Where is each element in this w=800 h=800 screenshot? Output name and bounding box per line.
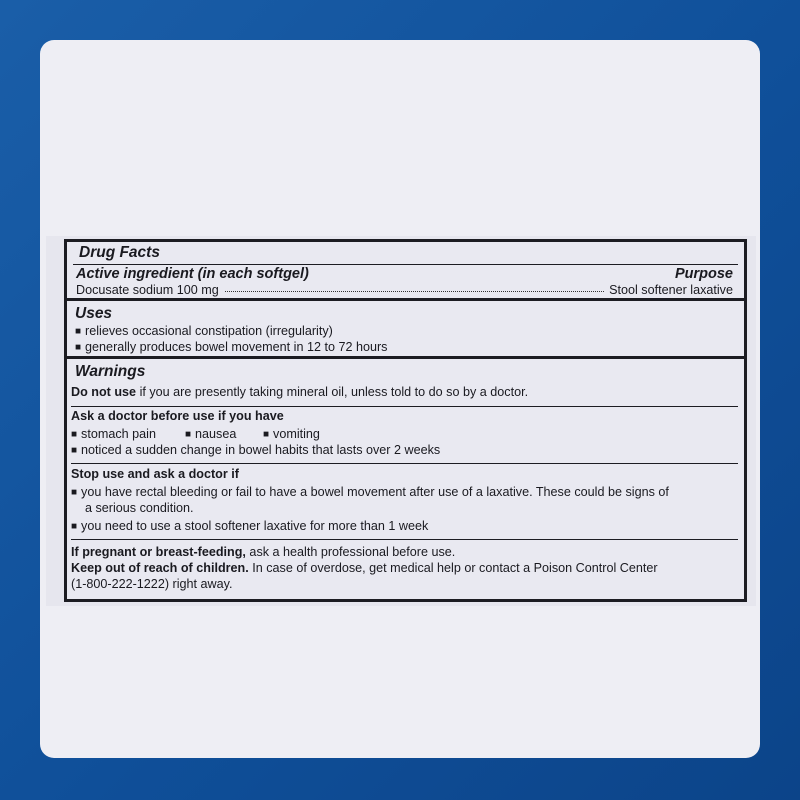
do-not-use-bold: Do not use (71, 385, 137, 399)
uses-section (67, 301, 744, 359)
ask-item: ■ stomach pain (71, 427, 156, 443)
stop-item: ■ you need to use a stool softener laxative for more than 1 week (71, 519, 428, 535)
keep-out-line (71, 561, 658, 576)
keep-out-bold: Keep out of reach of children. (71, 561, 249, 575)
ask-doctor-heading: Ask a doctor before use if you have (71, 409, 284, 423)
ask-item: ■ vomiting (263, 427, 320, 443)
uses-heading: Uses (75, 305, 113, 322)
stop-item: ■ you have rectal bleeding or fail to have a bowel movement after use of a laxative. These could be signs of (71, 485, 669, 501)
pregnant-text: ask a health professional before use. (245, 545, 456, 559)
ask-item: ■ noticed a sudden change in bowel habits that lasts over 2 weeks (71, 443, 440, 459)
drug-facts-title: Drug Facts (79, 244, 160, 261)
leader-dots (225, 291, 604, 292)
purpose-heading: Purpose (674, 266, 733, 282)
pregnant-bold: If pregnant or breast-feeding, (71, 545, 246, 559)
ask-item: ■ nausea (185, 427, 236, 443)
pregnant-line (71, 545, 455, 560)
do-not-use-text: if you are presently taking mineral oil, unless told to do so by a doctor. (136, 385, 529, 399)
active-ingredient-heading: Active ingredient (in each softgel) (76, 266, 309, 282)
stop-item-continuation: a serious condition. (85, 501, 194, 515)
divider (71, 463, 738, 464)
drug-facts-box (64, 239, 747, 602)
keep-out-line2: (1-800-222-1222) right away. (71, 577, 233, 591)
stop-use-heading: Stop use and ask a doctor if (71, 467, 239, 481)
uses-item: ■ generally produces bowel movement in 12 to 72 hours (75, 340, 387, 356)
ingredient-text: Docusate sodium 100 mg (76, 283, 219, 297)
divider (71, 406, 738, 407)
warnings-heading: Warnings (75, 363, 146, 380)
divider (73, 264, 738, 265)
drug-facts-section (67, 242, 744, 301)
purpose-text: Stool softener laxative (609, 283, 733, 297)
drug-facts-label (46, 236, 756, 606)
do-not-use-line (71, 385, 528, 400)
warnings-section (67, 359, 744, 599)
divider (71, 539, 738, 540)
uses-item: ■ relieves occasional constipation (irregularity) (75, 324, 333, 340)
keep-out-text: In case of overdose, get medical help or contact a Poison Control Center (248, 561, 658, 575)
